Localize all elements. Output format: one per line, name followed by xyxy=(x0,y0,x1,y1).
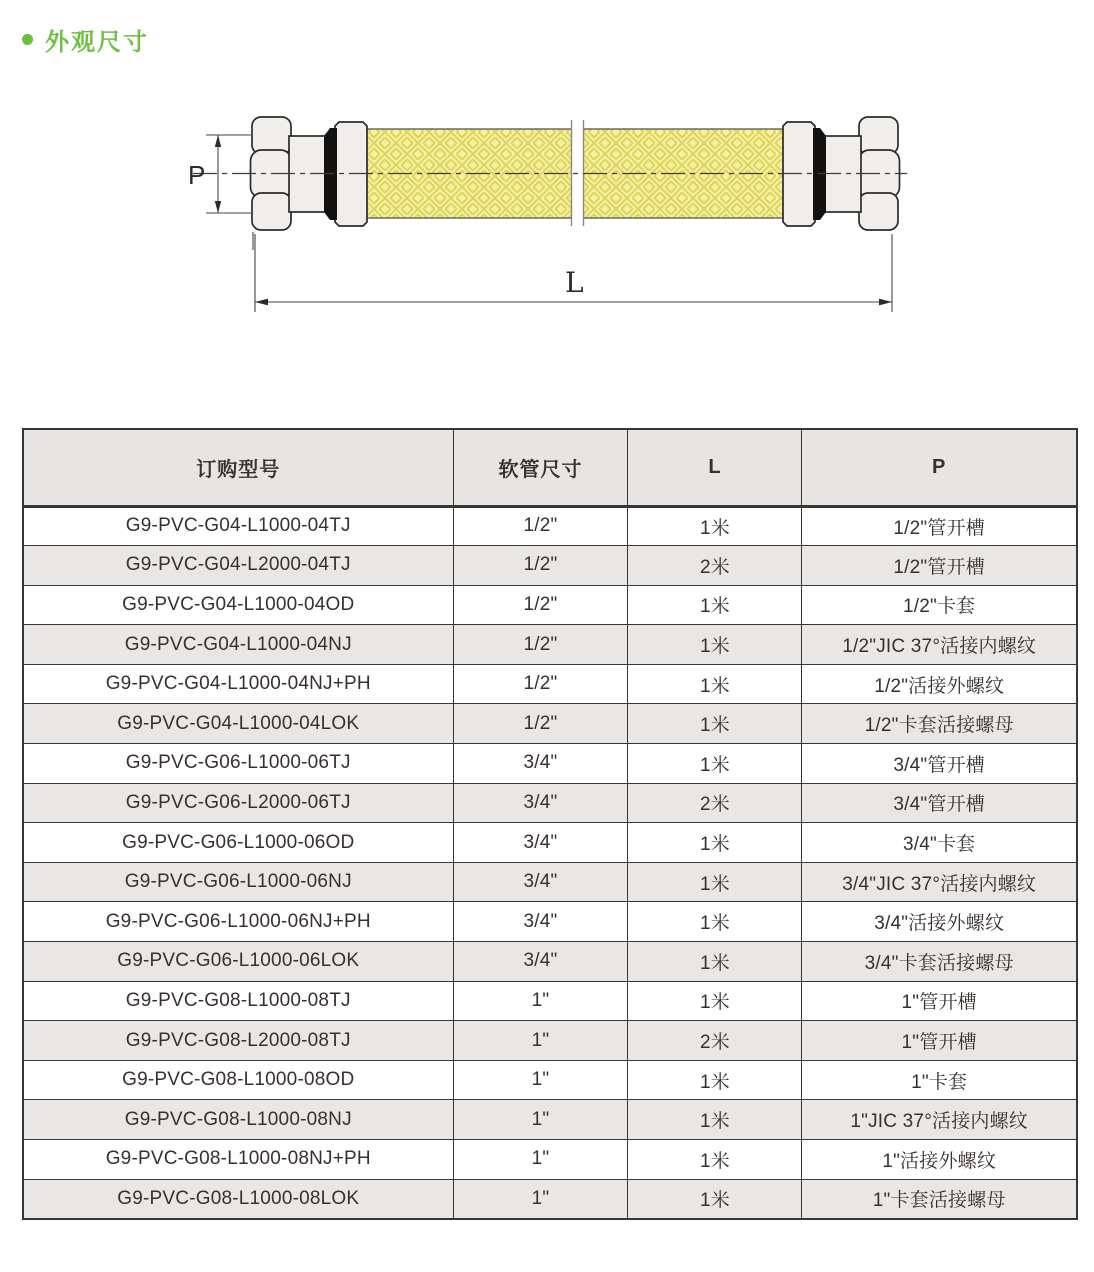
table-cell: G9-PVC-G06-L2000-06TJ xyxy=(23,783,453,823)
table-cell: 1米 xyxy=(628,1140,802,1180)
table-cell: G9-PVC-G08-L1000-08NJ+PH xyxy=(23,1140,453,1180)
table-cell: 1" xyxy=(453,1021,628,1061)
column-header: 订购型号 xyxy=(23,429,453,506)
table-cell: 1/2" xyxy=(453,625,628,665)
table-cell: 1/2"管开槽 xyxy=(802,546,1077,586)
table-cell: 1米 xyxy=(628,902,802,942)
column-header: P xyxy=(802,429,1077,506)
table-row xyxy=(23,585,1077,625)
table-cell: 1米 xyxy=(628,862,802,902)
table-cell: G9-PVC-G06-L1000-06OD xyxy=(23,823,453,863)
table-cell: 3/4"管开槽 xyxy=(802,744,1077,784)
table-cell: 1"卡套 xyxy=(802,1060,1077,1100)
table-row xyxy=(23,902,1077,942)
table-cell: 1/2" xyxy=(453,506,628,546)
table-row xyxy=(23,1140,1077,1180)
table-cell: G9-PVC-G04-L1000-04OD xyxy=(23,585,453,625)
column-header: 软管尺寸 xyxy=(453,429,628,506)
table-row xyxy=(23,546,1077,586)
table-row xyxy=(23,744,1077,784)
section-header xyxy=(0,0,1094,58)
table-cell: 1" xyxy=(453,1100,628,1140)
table-cell: 1米 xyxy=(628,1100,802,1140)
table-cell: G9-PVC-G06-L1000-06TJ xyxy=(23,744,453,784)
table-cell: 1米 xyxy=(628,981,802,1021)
table-cell: 1"JIC 37°活接内螺纹 xyxy=(802,1100,1077,1140)
table-cell: 3/4"管开槽 xyxy=(802,783,1077,823)
table-cell: 1米 xyxy=(628,664,802,704)
table-row xyxy=(23,862,1077,902)
table-cell: G9-PVC-G04-L2000-04TJ xyxy=(23,546,453,586)
order-table xyxy=(22,428,1078,1220)
table-row xyxy=(23,783,1077,823)
table-cell: G9-PVC-G04-L1000-04NJ xyxy=(23,625,453,665)
table-row xyxy=(23,1100,1077,1140)
table-row xyxy=(23,1021,1077,1061)
table-cell: G9-PVC-G08-L1000-08OD xyxy=(23,1060,453,1100)
order-table-header-row xyxy=(23,429,1077,506)
table-cell: 1米 xyxy=(628,942,802,982)
table-cell: 1米 xyxy=(628,625,802,665)
table-cell: 1"管开槽 xyxy=(802,1021,1077,1061)
table-cell: 3/4" xyxy=(453,783,628,823)
table-cell: 1米 xyxy=(628,1179,802,1219)
table-cell: G9-PVC-G04-L1000-04NJ+PH xyxy=(23,664,453,704)
table-cell: 1/2"JIC 37°活接内螺纹 xyxy=(802,625,1077,665)
dim-label-l: L xyxy=(565,266,584,299)
table-cell: G9-PVC-G08-L1000-08NJ xyxy=(23,1100,453,1140)
table-cell: 3/4" xyxy=(453,823,628,863)
table-row xyxy=(23,704,1077,744)
table-cell: 1米 xyxy=(628,506,802,546)
table-row xyxy=(23,981,1077,1021)
table-cell: G9-PVC-G08-L1000-08LOK xyxy=(23,1179,453,1219)
table-cell: 1米 xyxy=(628,744,802,784)
table-cell: G9-PVC-G06-L1000-06NJ+PH xyxy=(23,902,453,942)
table-cell: 1/2" xyxy=(453,704,628,744)
table-cell: 1米 xyxy=(628,1060,802,1100)
table-row xyxy=(23,625,1077,665)
table-cell: 1/2" xyxy=(453,585,628,625)
table-cell: 1/2" xyxy=(453,546,628,586)
table-cell: 2米 xyxy=(628,546,802,586)
table-cell: 1米 xyxy=(628,585,802,625)
column-header: L xyxy=(628,429,802,506)
hose-diagram xyxy=(0,58,1094,350)
page-title: 外观尺寸 xyxy=(45,28,149,56)
table-cell: 1米 xyxy=(628,704,802,744)
table-cell: G9-PVC-G06-L1000-06NJ xyxy=(23,862,453,902)
table-cell: 3/4"JIC 37°活接内螺纹 xyxy=(802,862,1077,902)
table-cell: 1" xyxy=(453,1140,628,1180)
table-row xyxy=(23,1179,1077,1219)
table-cell: 3/4" xyxy=(453,942,628,982)
table-cell: 3/4"卡套活接螺母 xyxy=(802,942,1077,982)
table-cell: 1/2" xyxy=(453,664,628,704)
table-cell: 2米 xyxy=(628,783,802,823)
table-row xyxy=(23,506,1077,546)
table-cell: G9-PVC-G08-L1000-08TJ xyxy=(23,981,453,1021)
table-cell: 1" xyxy=(453,981,628,1021)
table-cell: 1/2"卡套 xyxy=(802,585,1077,625)
table-cell: 1"管开槽 xyxy=(802,981,1077,1021)
table-row xyxy=(23,942,1077,982)
table-cell: 1/2"活接外螺纹 xyxy=(802,664,1077,704)
table-cell: 1"卡套活接螺母 xyxy=(802,1179,1077,1219)
order-table-body xyxy=(23,506,1077,1219)
table-cell: 3/4" xyxy=(453,862,628,902)
table-cell: 1/2"卡套活接螺母 xyxy=(802,704,1077,744)
table-row xyxy=(23,664,1077,704)
table-cell: G9-PVC-G04-L1000-04LOK xyxy=(23,704,453,744)
table-cell: 2米 xyxy=(628,1021,802,1061)
dim-label-p: P xyxy=(188,160,206,190)
table-cell: 3/4"卡套 xyxy=(802,823,1077,863)
dimension-p xyxy=(206,135,253,250)
table-row xyxy=(23,823,1077,863)
table-cell: 1" xyxy=(453,1060,628,1100)
bullet-icon xyxy=(22,34,33,45)
table-cell: 1米 xyxy=(628,823,802,863)
table-cell: 3/4" xyxy=(453,744,628,784)
table-cell: 1"活接外螺纹 xyxy=(802,1140,1077,1180)
table-cell: 3/4"活接外螺纹 xyxy=(802,902,1077,942)
table-cell: G9-PVC-G04-L1000-04TJ xyxy=(23,506,453,546)
table-cell: 1/2"管开槽 xyxy=(802,506,1077,546)
table-cell: G9-PVC-G08-L2000-08TJ xyxy=(23,1021,453,1061)
table-row xyxy=(23,1060,1077,1100)
table-cell: 1" xyxy=(453,1179,628,1219)
table-cell: 3/4" xyxy=(453,902,628,942)
table-cell: G9-PVC-G06-L1000-06LOK xyxy=(23,942,453,982)
